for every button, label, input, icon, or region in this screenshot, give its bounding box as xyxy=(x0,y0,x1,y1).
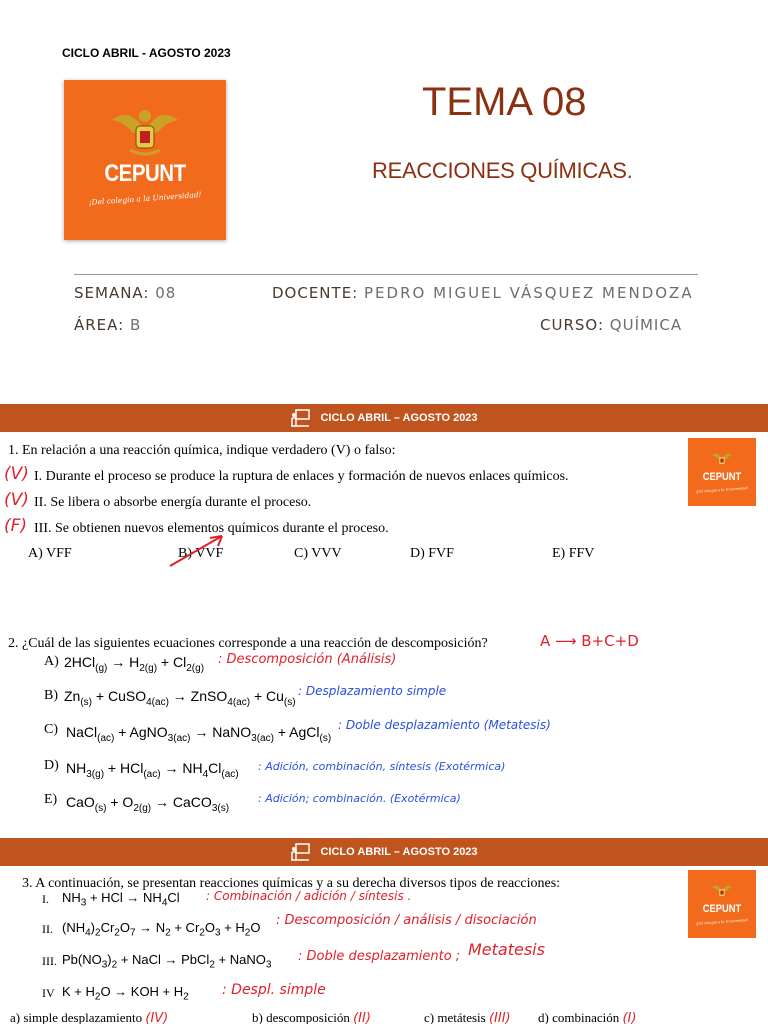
q3-prompt: 3. A continuación, se presentan reacciones químicas y a su derecha diversos tipos de reacciones: xyxy=(22,876,561,891)
crest-icon xyxy=(711,450,733,468)
q3-answer-c xyxy=(424,1010,511,1024)
q2-eq-c: NaCl$_{(ac)}$ + AgNO$_{3(ac)}$ → NaNO$_{3(ac)}$ + AgCl$_{(s)}$ xyxy=(66,724,332,744)
curso-field xyxy=(540,316,682,334)
cycle-bar-text: CICLO ABRIL – AGOSTO 2023 xyxy=(320,412,478,424)
q2-note-e: : Adición; combinación. (Exotérmica) xyxy=(258,792,461,805)
q1-mark-2: (V) xyxy=(4,490,29,510)
q2-eq-b: $Zn_{(s)}$ + CuSO$_{4(ac)}$ → ZnSO$_{4(ac)}$ + $Cu_{(s)}$ xyxy=(64,688,296,708)
divider xyxy=(74,274,698,275)
q3-note-iii: : Doble desplazamiento ; xyxy=(298,949,461,964)
q2-note-a: : Descomposición (Análisis) xyxy=(218,652,397,667)
q3-ii-label: II. xyxy=(42,922,53,936)
q2-b-label: B) xyxy=(44,688,58,703)
q3-eq-iv: $K + H_2O$ → KOH + $H_2$ xyxy=(62,984,189,1003)
q1-mark-1: (V) xyxy=(4,464,29,484)
docente-field xyxy=(272,284,694,302)
q2-d-label: D) xyxy=(44,758,59,773)
q3-eq-iii: $Pb(NO_3)_2$ + NaCl → PbCl$_2$ + NaNO$_3$ xyxy=(62,952,272,971)
q2-eq-a: $2HCl_{(g)} \to H_{2(g)} + Cl_{2(g)}$ xyxy=(64,654,205,674)
logo-brand: CEPUNT xyxy=(702,903,742,915)
q1-item-3: III. Se obtienen nuevos elementos químicos durante el proceso. xyxy=(34,521,389,536)
presentation-icon xyxy=(290,409,310,427)
cepunt-logo-small xyxy=(688,870,756,938)
crest-icon xyxy=(711,882,733,900)
q3-answer-d-text: d) combinación xyxy=(538,1010,620,1024)
q2-c-label: C) xyxy=(44,722,58,737)
logo-brand: CEPUNT xyxy=(104,160,186,187)
q2-eq-d: $NH_{3(g)} + HCl_{(ac)} \to NH_4Cl_{(ac)}$ xyxy=(66,760,239,780)
cycle-label: CICLO ABRIL - AGOSTO 2023 xyxy=(62,46,231,60)
q3-iv-label: IV xyxy=(42,986,55,1000)
q3-answer-c-mark: (III) xyxy=(488,1011,511,1024)
q3-answer-b-text: b) descomposición xyxy=(252,1010,350,1024)
curso-label: CURSO: xyxy=(540,316,604,334)
q1-item-2: II. Se libera o absorbe energía durante el proceso. xyxy=(34,495,312,510)
area-field xyxy=(74,316,141,334)
cycle-bar xyxy=(0,838,768,866)
q1-prompt: 1. En relación a una reacción química, indique verdadero (V) o falso: xyxy=(8,443,396,458)
logo-slogan: ¡Del colegio a la Universidad! xyxy=(88,190,202,207)
cepunt-logo-small xyxy=(688,438,756,506)
q3-eq-ii: $(NH_4)_2Cr_2O_7 \to N_2 + Cr_2O_3 + H_2O$ xyxy=(62,920,261,939)
q2-eq-e: $CaO_{(s)} + O_{2(g)}$ → CaCO$_{3(s)}$ xyxy=(66,794,230,814)
q3-note-i: : Combinación / adición / síntesis . xyxy=(206,889,412,903)
q2-note-d: : Adición, combinación, síntesis (Exotérmica) xyxy=(258,760,506,773)
q3-answer-c-text: c) metátesis xyxy=(424,1010,486,1024)
q2-prompt: 2. ¿Cuál de las siguientes ecuaciones corresponde a una reacción de descomposición? xyxy=(8,636,488,651)
page-subtitle: REACCIONES QUÍMICAS. xyxy=(372,158,633,183)
q1-item-1: I. Durante el proceso se produce la ruptura de enlaces y formación de nuevos enlaces químicos. xyxy=(34,469,569,484)
q3-answer-d xyxy=(538,1010,636,1024)
q3-answer-b-mark: (II) xyxy=(353,1011,371,1024)
q1-mark-3: (F) xyxy=(4,516,28,536)
q2-note-c: : Doble desplazamiento (Metatesis) xyxy=(338,718,551,732)
q2-note: A ⟶ B+C+D xyxy=(540,632,639,650)
q2-e-label: E) xyxy=(44,792,58,807)
docente-label: DOCENTE: xyxy=(272,284,359,302)
q3-answer-a xyxy=(10,1010,168,1024)
q3-iii-label: III. xyxy=(42,954,57,968)
q1-option-e: E) FFV xyxy=(552,546,595,561)
cepunt-logo xyxy=(64,80,226,240)
page-title: TEMA 08 xyxy=(422,80,587,124)
q3-note-ii: : Descomposición / análisis / disociación xyxy=(276,913,537,928)
area-value: B xyxy=(130,316,142,334)
semana-label: SEMANA: xyxy=(74,284,150,302)
curso-value: QUÍMICA xyxy=(609,316,683,334)
q3-note-iv: : Despl. simple xyxy=(222,982,326,998)
q3-answer-b xyxy=(252,1010,371,1024)
answer-arrow-icon xyxy=(166,530,236,570)
semana-field xyxy=(74,284,176,302)
q3-eq-i: $NH_3$ + HCl → $NH_4Cl$ xyxy=(62,890,180,909)
q1-option-d: D) FVF xyxy=(410,546,454,561)
logo-slogan: ¡Del colegio a la Universidad! xyxy=(695,486,749,494)
area-label: ÁREA: xyxy=(74,316,125,334)
semana-value: 08 xyxy=(155,284,177,302)
cycle-bar-text: CICLO ABRIL – AGOSTO 2023 xyxy=(320,846,478,858)
q3-i-label: I. xyxy=(42,892,49,906)
logo-brand: CEPUNT xyxy=(702,471,742,483)
q2-note-b: : Desplazamiento simple xyxy=(298,684,447,698)
q3-answer-a-mark: (IV) xyxy=(145,1011,169,1024)
q1-option-c: C) VVV xyxy=(294,546,342,561)
q2-a-label: A) xyxy=(44,654,59,669)
q1-option-b: B) VVF xyxy=(178,546,224,561)
docente-value: PEDRO MIGUEL VÁSQUEZ MENDOZA xyxy=(364,284,694,302)
q3-answer-a-text: a) simple desplazamiento xyxy=(10,1010,143,1024)
logo-slogan: ¡Del colegio a la Universidad! xyxy=(695,918,749,926)
q3-answer-d-mark: (I) xyxy=(622,1011,637,1024)
cycle-bar xyxy=(0,404,768,432)
q1-option-a: A) VFF xyxy=(28,546,72,561)
crest-icon xyxy=(110,106,180,158)
presentation-icon xyxy=(290,843,310,861)
q3-note-iii-extra: Metatesis xyxy=(468,940,545,959)
